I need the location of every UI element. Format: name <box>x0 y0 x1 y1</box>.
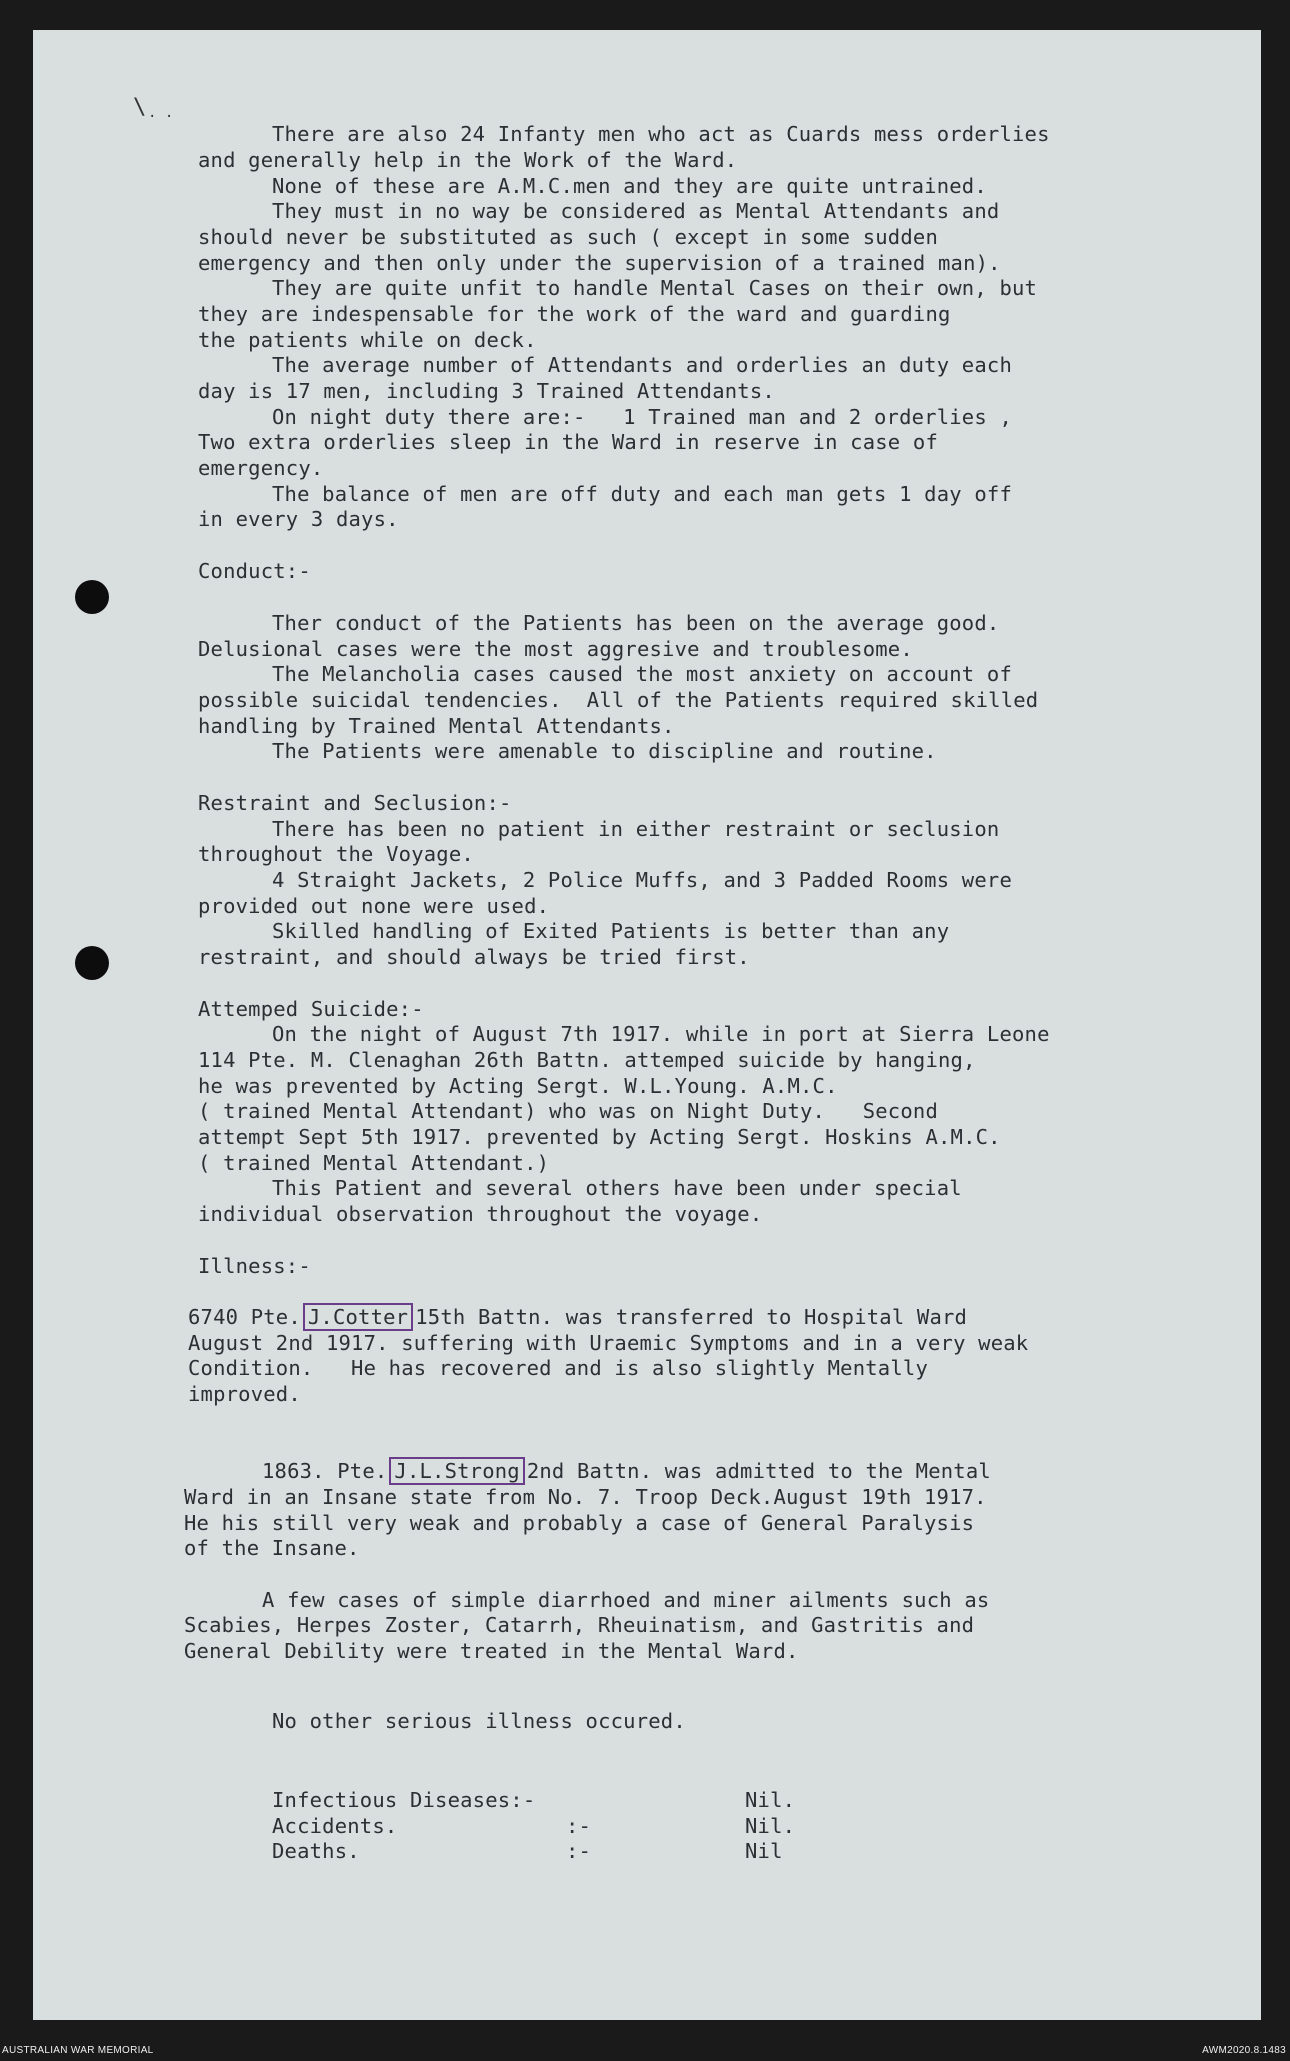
body-line: Ward in an Insane state from No. 7. Troop Deck.August 19th 1917. <box>184 1485 987 1509</box>
body-line: He his still very weak and probably a case of General Paralysis <box>184 1511 975 1535</box>
body-line: 4 Straight Jackets, 2 Police Muffs, and 3 Padded Rooms were <box>272 868 1012 892</box>
body-line: Ther conduct of the Patients has been on the average good. <box>272 611 1000 635</box>
body-line: Scabies, Herpes Zoster, Catarrh, Rheuinatism, and Gastritis and <box>184 1613 975 1637</box>
body-line: of the Insane. <box>184 1536 360 1560</box>
body-line: They must in no way be considered as Mental Attendants and <box>272 199 1000 223</box>
illness-entry-cotter <box>188 1304 967 1330</box>
summary-label: Deaths. <box>272 1839 360 1863</box>
summary-value: Nil <box>745 1839 783 1863</box>
body-line: restraint, and should always be tried first. <box>198 945 750 969</box>
body-text: 1863. Pte. <box>262 1459 388 1483</box>
summary-label: Accidents. <box>272 1814 398 1838</box>
footer-reference: AWM2020.8.1483 <box>1202 2045 1286 2056</box>
body-line: On the night of August 7th 1917. while in port at Sierra Leone <box>272 1022 1050 1046</box>
body-line: throughout the Voyage. <box>198 842 474 866</box>
body-line: and generally help in the Work of the Ward. <box>198 148 738 172</box>
summary-label: Infectious Diseases:- <box>272 1788 536 1812</box>
section-heading-conduct: Conduct:- <box>198 559 311 583</box>
body-line: Condition. He has recovered and is also slightly Mentally <box>188 1356 928 1380</box>
body-line: individual observation throughout the voyage. <box>198 1202 763 1226</box>
summary-sep: :- <box>566 1839 592 1863</box>
body-line: the patients while on deck. <box>198 328 537 352</box>
section-heading-illness: Illness:- <box>198 1254 311 1278</box>
boxed-name-cotter: J.Cotter <box>303 1303 413 1331</box>
boxed-name-strong: J.L.Strong <box>389 1457 524 1485</box>
body-line: improved. <box>188 1382 301 1406</box>
body-line: day is 17 men, including 3 Trained Attendants. <box>198 379 775 403</box>
body-line: emergency and then only under the supervision of a trained man). <box>198 251 1001 275</box>
body-line: The average number of Attendants and orderlies an duty each <box>272 353 1012 377</box>
section-heading-suicide: Attemped Suicide:- <box>198 997 424 1021</box>
body-line: A few cases of simple diarrhoed and miner ailments such as <box>262 1588 990 1612</box>
body-line: There are also 24 Infanty men who act as Cuards mess orderlies <box>272 122 1050 146</box>
body-line: On night duty there are:- 1 Trained man and 2 orderlies , <box>272 405 1012 429</box>
body-line: handling by Trained Mental Attendants. <box>198 714 675 738</box>
punch-hole-lower <box>75 946 109 980</box>
punch-hole-upper <box>75 580 109 614</box>
body-line: Delusional cases were the most aggresive and troublesome. <box>198 637 913 661</box>
section-heading-restraint: Restraint and Seclusion:- <box>198 791 512 815</box>
stray-tick-mark: \ <box>133 95 147 120</box>
body-line: There has been no patient in either restraint or seclusion <box>272 817 1000 841</box>
body-text: 2nd Battn. was admitted to the Mental <box>526 1459 991 1483</box>
stray-dots-mark: . . <box>148 105 174 121</box>
body-line: None of these are A.M.C.men and they are quite untrained. <box>272 174 987 198</box>
summary-sep: :- <box>566 1814 592 1838</box>
body-line: The balance of men are off duty and each man gets 1 day off <box>272 482 1012 506</box>
body-line: The Patients were amenable to discipline and routine. <box>272 739 937 763</box>
body-line: possible suicidal tendencies. All of the Patients required skilled <box>198 688 1039 712</box>
body-line: attempt Sept 5th 1917. prevented by Acting Sergt. Hoskins A.M.C. <box>198 1125 1001 1149</box>
body-line: ( trained Mental Attendant) who was on Night Duty. Second <box>198 1099 938 1123</box>
body-line: General Debility were treated in the Mental Ward. <box>184 1639 799 1663</box>
body-line: 114 Pte. M. Clenaghan 26th Battn. attemped suicide by hanging, <box>198 1048 976 1072</box>
body-line: No other serious illness occured. <box>272 1709 686 1733</box>
body-text: 6740 Pte. <box>188 1305 301 1329</box>
body-line: they are indespensable for the work of the ward and guarding <box>198 302 951 326</box>
summary-value: Nil. <box>745 1788 796 1812</box>
body-line: Skilled handling of Exited Patients is better than any <box>272 919 950 943</box>
body-line: he was prevented by Acting Sergt. W.L.Young. A.M.C. <box>198 1074 838 1098</box>
body-line: provided out none were used. <box>198 894 550 918</box>
body-line: emergency. <box>198 456 324 480</box>
body-line: should never be substituted as such ( except in some sudden <box>198 225 938 249</box>
body-line: They are quite unfit to handle Mental Cases on their own, but <box>272 276 1038 300</box>
footer-institution: AUSTRALIAN WAR MEMORIAL <box>2 2045 154 2056</box>
body-line: This Patient and several others have been under special <box>272 1176 962 1200</box>
body-line: August 2nd 1917. suffering with Uraemic Symptoms and in a very weak <box>188 1331 1029 1355</box>
body-line: ( trained Mental Attendant.) <box>198 1151 550 1175</box>
body-line: in every 3 days. <box>198 507 399 531</box>
body-text: 15th Battn. was transferred to Hospital Ward <box>415 1305 968 1329</box>
illness-entry-strong <box>262 1458 991 1484</box>
body-line: Two extra orderlies sleep in the Ward in reserve in case of <box>198 430 938 454</box>
body-line: The Melancholia cases caused the most anxiety on account of <box>272 662 1012 686</box>
summary-value: Nil. <box>745 1814 796 1838</box>
